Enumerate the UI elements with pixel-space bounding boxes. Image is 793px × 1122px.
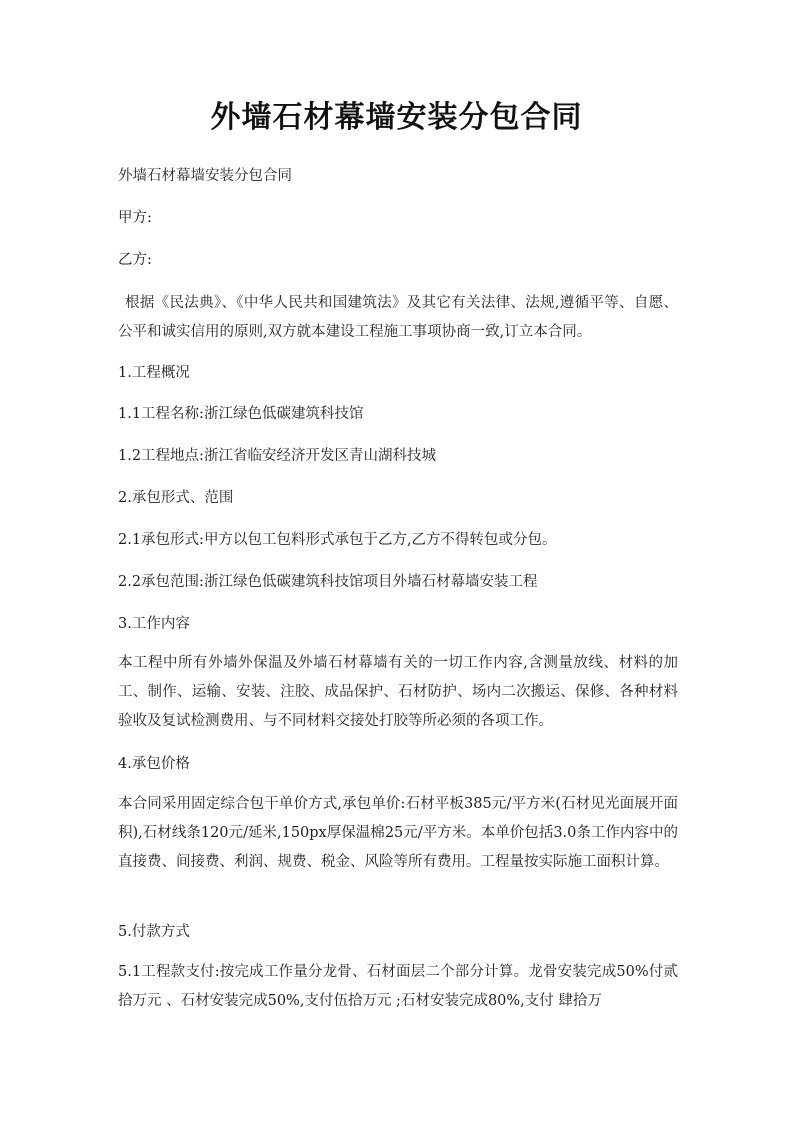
preamble-paragraph: 根据《民法典》、《中华人民共和国建筑法》及其它有关法律、法规,遵循平等、自愿、公平和诚实信用的原则,双方就本建设工程施工事项协商一致,订立本合同。: [118, 295, 678, 340]
section-1-heading: 1.工程概况: [118, 365, 190, 381]
section-4-heading: 4.承包价格: [118, 756, 190, 772]
clause-2-1: 2.1承包形式:甲方以包工包料形式承包于乙方,乙方不得转包或分包。: [118, 532, 557, 548]
party-b-line: 乙方:: [118, 252, 152, 268]
subtitle-paragraph: 外墙石材幕墙安装分包合同: [118, 168, 292, 184]
work-content-paragraph: 本工程中所有外墙外保温及外墙石材幕墙有关的一切工作内容,含测量放线、材料的加工、制作、运输、安装、注胶、成品保护、石材防护、场内二次搬运、保修、各种材料验收及复试检测费用、与不同材料交接处打胶等所必须的各项工作。: [118, 655, 678, 729]
party-a-line: 甲方:: [118, 210, 152, 226]
clause-1-2: 1.2工程地点:浙江省临安经济开发区青山湖科技城: [118, 448, 436, 464]
clause-5-1: 5.1工程款支付:按完成工作量分龙骨、石材面层二个部分计算。龙骨安装完成50%付贰拾万元 、石材安装完成50%,支付伍拾万元 ;石材安装完成80%,支付 肆拾万: [118, 964, 678, 1009]
section-2-heading: 2.承包形式、范围: [118, 490, 234, 506]
section-3-heading: 3.工作内容: [118, 616, 190, 632]
section-5-heading: 5.付款方式: [118, 924, 190, 940]
clause-1-1: 1.1工程名称:浙江绿色低碳建筑科技馆: [118, 406, 364, 422]
clause-2-2: 2.2承包范围:浙江绿色低碳建筑科技馆项目外墙石材幕墙安装工程: [118, 574, 538, 590]
pricing-paragraph: 本合同采用固定综合包干单价方式,承包单价:石材平板385元/平方米(石材见光面展开面积),石材线条120元/延米,150px厚保温棉25元/平方米。本单价包括3.0条工作内容中的直接费、间接费、利润、规费、税金、风险等所有费用。工程量按实际施工面积计算。: [118, 796, 678, 870]
document-title: 外墙石材幕墙安装分包合同: [210, 100, 583, 135]
